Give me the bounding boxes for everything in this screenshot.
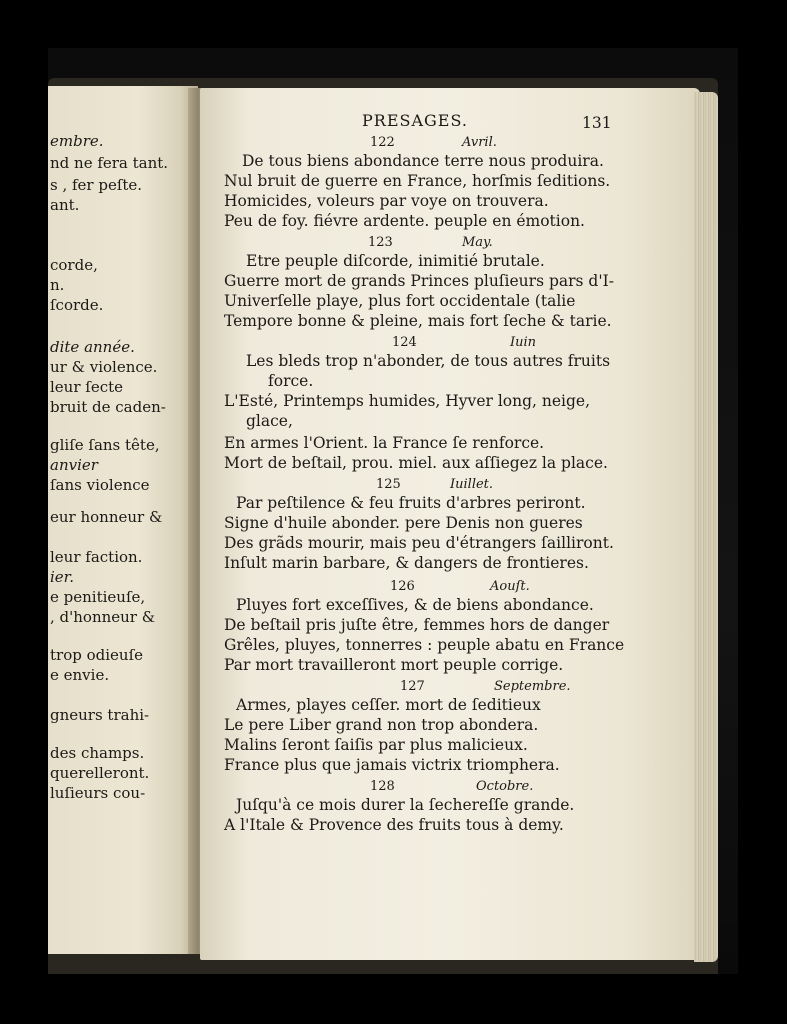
left-line: nd ne fera tant. — [50, 154, 169, 172]
verse-line: L'Esté, Printemps humides, Hyver long, neige, — [224, 392, 591, 410]
verse-month: Octobre. — [476, 779, 534, 794]
left-line: bruit de caden- — [50, 398, 166, 416]
verse-number: 122 — [370, 135, 395, 150]
verse-line: glace, — [246, 412, 293, 430]
left-line: luſieurs cou- — [50, 784, 146, 802]
verse-line: France plus que jamais victrix triomphera. — [224, 756, 560, 774]
verse-month: Iuin — [510, 335, 537, 350]
left-line: des champs. — [50, 744, 145, 762]
left-line: leur ſecte — [50, 378, 124, 396]
verse-line: Les bleds trop n'abonder, de tous autres fruits — [246, 352, 611, 370]
running-header: PRESAGES. — [362, 111, 468, 130]
left-line: trop odieuſe — [50, 646, 143, 664]
verse-line: Le pere Liber grand non trop abondera. — [224, 716, 539, 734]
verse-line: Signe d'huile abonder. pere Denis non gueres — [224, 514, 583, 532]
left-line: s , fer peſte. — [50, 176, 143, 194]
verse-number: 125 — [376, 477, 401, 492]
page-edge — [694, 92, 718, 962]
left-line: corde, — [50, 256, 98, 274]
left-line: e penitieuſe, — [50, 588, 146, 606]
verse-line: Des grãds mourir, mais peu d'étrangers ſailliront. — [224, 534, 614, 552]
left-line: ſans violence — [50, 476, 150, 494]
verse-line: De beſtail pris juſte être, femmes hors de danger — [224, 616, 610, 634]
right-page — [200, 88, 700, 960]
verse-line: Nul bruit de guerre en France, horſmis ſeditions. — [224, 172, 611, 190]
verse-line: Mort de beſtail, prou. miel. aux aſſiegez la place. — [224, 454, 608, 472]
left-line: dite année. — [50, 338, 135, 356]
verse-line: Par peſtilence & feu fruits d'arbres periront. — [236, 494, 586, 512]
page-number: 131 — [582, 114, 612, 132]
verse-month: Septembre. — [494, 679, 571, 694]
verse-line: force. — [268, 372, 314, 390]
left-line: leur faction. — [50, 548, 143, 566]
left-line: ant. — [50, 196, 80, 214]
verse-number: 126 — [390, 579, 415, 594]
left-line: gneurs trahi- — [50, 706, 150, 724]
verse-line: Juſqu'à ce mois durer la ſechereſſe grande. — [236, 796, 575, 814]
verse-line: De tous biens abondance terre nous produira. — [242, 152, 604, 170]
verse-month: Avril. — [462, 135, 497, 150]
left-line: anvier — [50, 456, 98, 474]
scan-frame — [48, 48, 738, 974]
verse-line: Univerſelle playe, plus fort occidentale (talie — [224, 292, 576, 310]
verse-number: 123 — [368, 235, 393, 250]
left-line: , d'honneur & — [50, 608, 156, 626]
verse-line: Guerre mort de grands Princes pluſieurs pars d'I- — [224, 272, 614, 290]
left-line: n. — [50, 276, 65, 294]
verse-line: En armes l'Orient. la France ſe renforce. — [224, 434, 545, 452]
verse-line: Armes, playes ceſſer. mort de ſeditieux — [236, 696, 541, 714]
verse-line: A l'Itale & Provence des fruits tous à demy. — [224, 816, 564, 834]
verse-line: Pluyes fort exceſſives, & de biens abondance. — [236, 596, 594, 614]
verse-month: May. — [462, 235, 493, 250]
left-line: embre. — [50, 132, 104, 150]
verse-number: 124 — [392, 335, 417, 350]
verse-month: Iuillet. — [450, 477, 494, 492]
left-line: eur honneur & — [50, 508, 163, 526]
verse-line: Inſult marin barbare, & dangers de frontieres. — [224, 554, 589, 572]
verse-line: Homicides, voleurs par voye on trouvera. — [224, 192, 549, 210]
verse-line: Grêles, pluyes, tonnerres : peuple abatu en France — [224, 636, 625, 654]
verse-line: Peu de foy. fiévre ardente. peuple en émotion. — [224, 212, 585, 230]
left-line: e envie. — [50, 666, 110, 684]
verse-line: Malins ſeront ſaiſis par plus malicieux. — [224, 736, 528, 754]
left-line: ier. — [50, 568, 74, 586]
left-line: gliſe ſans tête, — [50, 436, 160, 454]
left-line: querelleront. — [50, 764, 150, 782]
left-line: ur & violence. — [50, 358, 158, 376]
verse-number: 128 — [370, 779, 395, 794]
left-page — [48, 86, 198, 954]
verse-number: 127 — [400, 679, 425, 694]
verse-line: Par mort travailleront mort peuple corrige. — [224, 656, 564, 674]
verse-month: Aouſt. — [490, 579, 530, 594]
verse-line: Etre peuple diſcorde, inimitié brutale. — [246, 252, 545, 270]
left-line: ſcorde. — [50, 296, 104, 314]
verse-line: Tempore bonne & pleine, mais fort ſeche & tarie. — [224, 312, 612, 330]
